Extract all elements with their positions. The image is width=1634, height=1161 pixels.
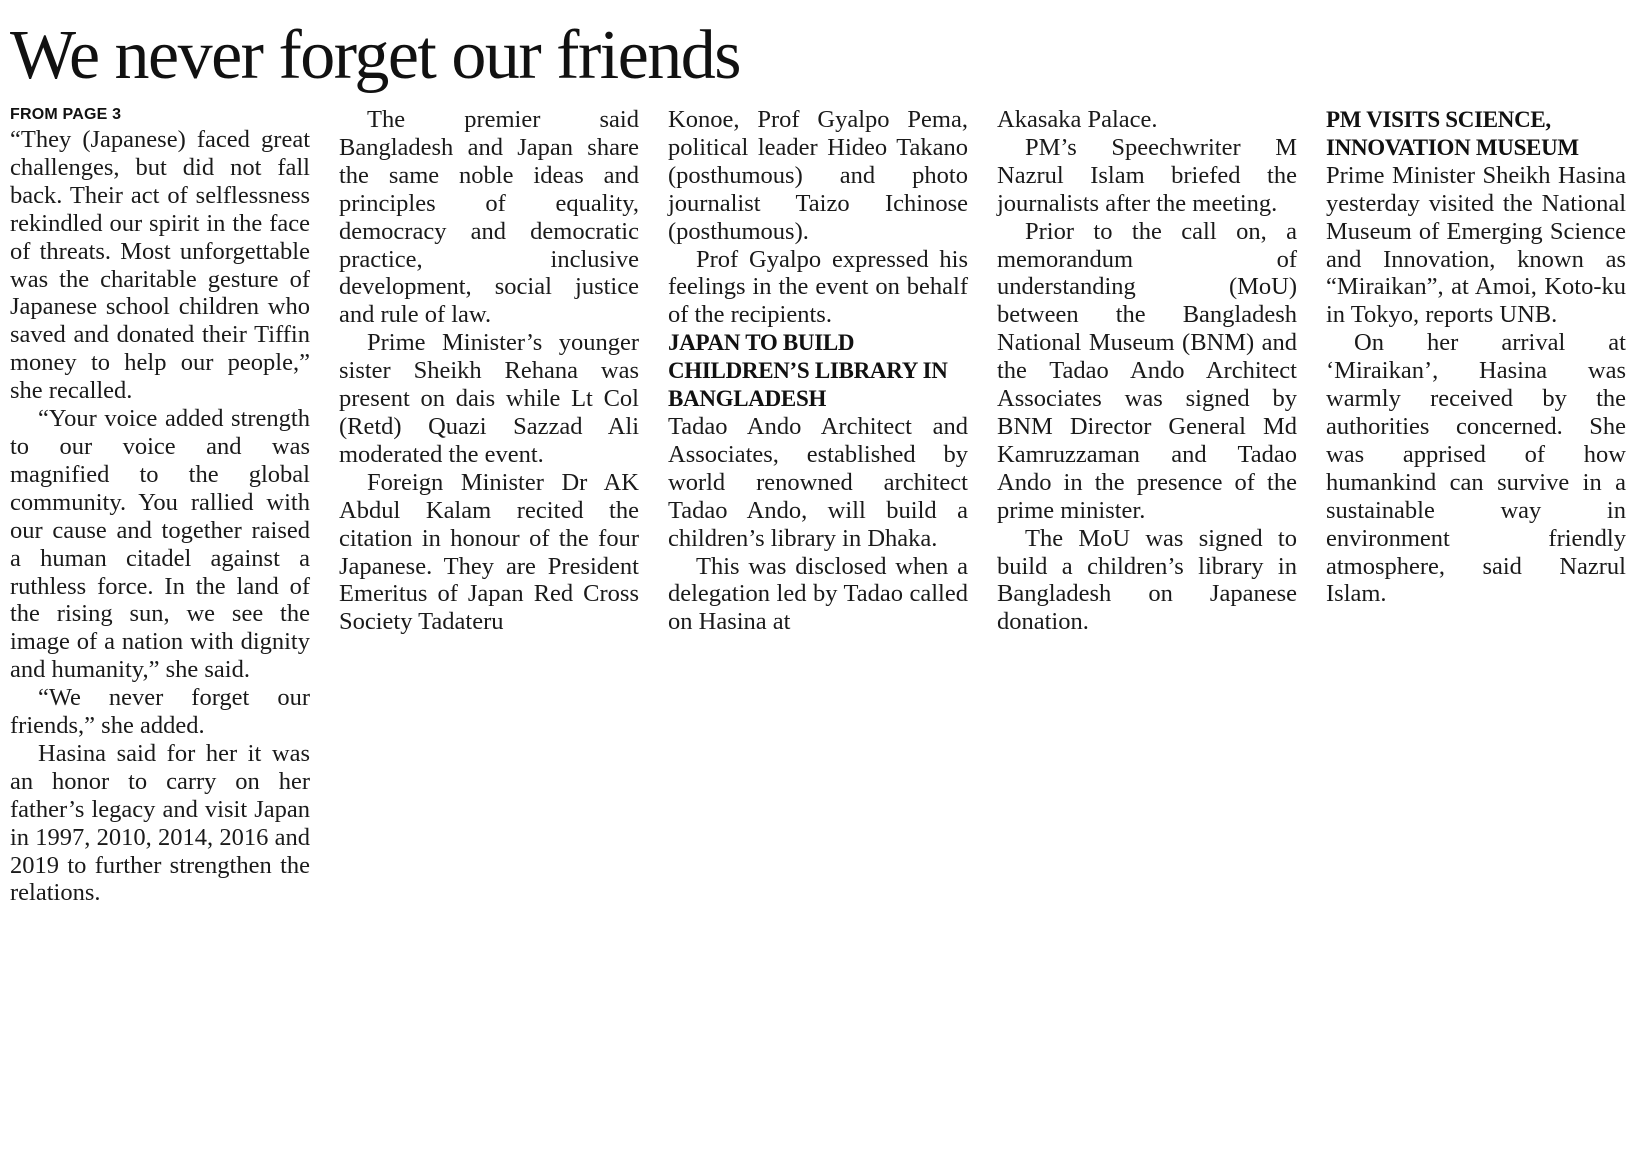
article-column-2: [339, 106, 639, 636]
continuation-kicker: FROM PAGE 3: [10, 106, 122, 123]
paragraph: Prime Minister Sheikh Hasina yesterday visited the National Museum of Emerging Science and Innovation, known as “Miraikan”, at Amoi, Koto-ku in Tokyo, reports UNB.: [1326, 161, 1626, 329]
paragraph: Konoe, Prof Gyalpo Pema, political leader Hideo Takano (posthumous) and photo journalist Taizo Ichinose (posthumous).: [668, 106, 968, 245]
paragraph: Foreign Minister Dr AK Abdul Kalam recited the citation in honour of the four Japanese. They are President Emeritus of Japan Red Cross Society Tadateru: [339, 468, 639, 636]
paragraph: “We never forget our friends,” she added.: [10, 684, 310, 740]
paragraph: The premier said Bangladesh and Japan share the same noble ideas and principles of equality, democracy and democratic practice, inclusive development, social justice and rule of law.: [339, 106, 639, 329]
article-column-5: [1326, 106, 1626, 608]
article-headline: We never forget our friends: [10, 17, 741, 94]
article-column-4: [997, 106, 1297, 636]
paragraph: “They (Japanese) faced great challenges, but did not fall back. Their act of selflessness rekindled our spirit in the face of threats. Most unforgettable was the charitable gesture of Japanese school children who saved and donated their Tiffin money to help our people,” she recalled.: [10, 126, 310, 405]
paragraph: Prime Minister’s younger sister Sheikh Rehana was present on dais while Lt Col (Retd) Quazi Sazzad Ali moderated the event.: [339, 329, 639, 468]
paragraph: Tadao Ando Architect and Associates, established by world renowned architect Tadao Ando, will build a children’s library in Dhaka.: [668, 412, 968, 552]
paragraph: Akasaka Palace.: [997, 106, 1158, 133]
section-subhead: PM VISITS SCIENCE, INNOVATION MUSEUM: [1326, 107, 1579, 160]
section-subhead: JAPAN TO BUILD CHILDREN’S LIBRARY IN BANGLADESH: [668, 330, 948, 412]
paragraph: The MoU was signed to build a children’s library in Bangladesh on Japanese donation.: [997, 524, 1297, 636]
paragraph: Prior to the call on, a memorandum of understanding (MoU) between the Bangladesh National Museum (BNM) and the Tadao Ando Architect Associates was signed by BNM Director General Md Kamruzzaman and Tadao Ando in the presence of the prime minister.: [997, 217, 1297, 524]
article-column-3: [668, 106, 968, 636]
paragraph: PM’s Speechwriter M Nazrul Islam briefed the journalists after the meeting.: [997, 133, 1297, 217]
paragraph: This was disclosed when a delegation led by Tadao called on Hasina at: [668, 552, 968, 636]
paragraph: Prof Gyalpo expressed his feelings in the event on behalf of the recipients.: [668, 245, 968, 329]
paragraph: Hasina said for her it was an honor to carry on her father’s legacy and visit Japan in 1997, 2010, 2014, 2016 and 2019 to further strengthen the relations.: [10, 739, 310, 907]
paragraph: “Your voice added strength to our voice and was magnified to the global community. You rallied with our cause and together raised a human citadel against a ruthless force. In the land of the rising sun, we see the image of a nation with dignity and humanity,” she said.: [10, 405, 310, 684]
paragraph: On her arrival at ‘Miraikan’, Hasina was warmly received by the authorities concerned. She was apprised of how humankind can survive in a sustainable way in environment friendly atmosphere, said Nazrul Islam.: [1326, 329, 1626, 608]
article-column-1: [10, 106, 310, 907]
